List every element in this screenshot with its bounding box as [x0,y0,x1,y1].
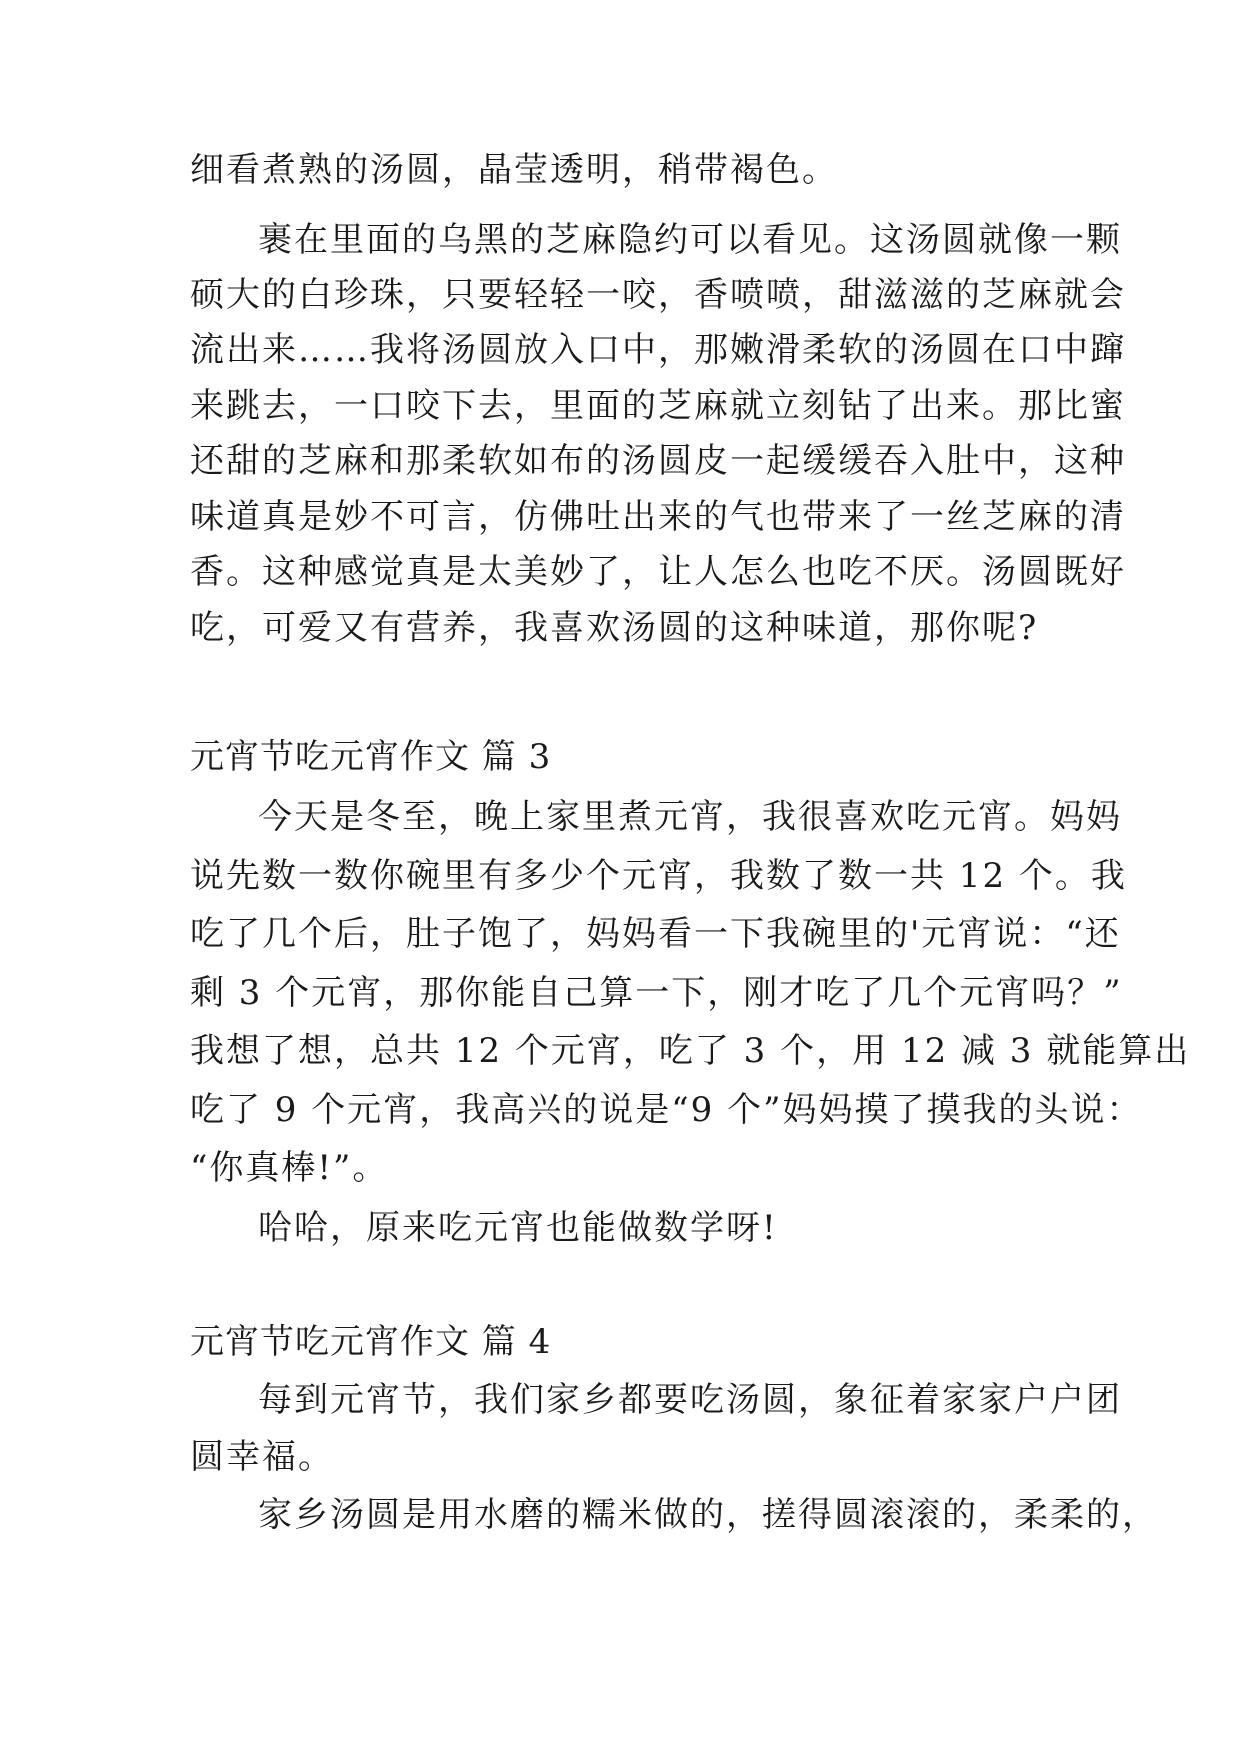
section-heading: 元宵节吃元宵作文 篇 3 [190,737,552,777]
paragraph-line: 味道真是妙不可言，仿佛吐出来的气也带来了一丝芝麻的清 [190,497,1126,537]
paragraph-line: 吃了 9 个元宵，我高兴的说是“9 个”妈妈摸了摸我的头说： [190,1090,1143,1130]
paragraph-line: 吃了几个后，肚子饱了，妈妈看一下我碗里的'元宵说：“还 [190,914,1121,954]
paragraph-line: 家乡汤圆是用水磨的糯米做的，搓得圆滚滚的，柔柔的， [258,1495,1158,1535]
paragraph-line: 剩 3 个元宵，那你能自己算一下，刚才吃了几个元宵吗？” [190,973,1123,1013]
paragraph-line: 还甜的芝麻和那柔软如布的汤圆皮一起缓缓吞入肚中，这种 [190,441,1126,481]
paragraph-line: 流出来……我将汤圆放入口中，那嫩滑柔软的汤圆在口中蹿 [190,330,1126,370]
paragraph-line: 每到元宵节，我们家乡都要吃汤圆，象征着家家户户团 [258,1380,1122,1420]
paragraph-line: 硕大的白珍珠，只要轻轻一咬，香喷喷，甜滋滋的芝麻就会 [190,275,1126,315]
section-heading: 元宵节吃元宵作文 篇 4 [190,1322,552,1362]
paragraph-line: 我想了想，总共 12 个元宵，吃了 3 个，用 12 减 3 就能算出 [190,1031,1191,1071]
paragraph-line: 哈哈，原来吃元宵也能做数学呀! [258,1208,778,1248]
paragraph-line: 吃，可爱又有营养，我喜欢汤圆的这种味道，那你呢? [190,608,1039,648]
paragraph-line: 裹在里面的乌黑的芝麻隐约可以看见。这汤圆就像一颗 [258,220,1122,260]
paragraph-line: 细看煮熟的汤圆，晶莹透明，稍带褐色。 [190,150,838,190]
paragraph-line: 圆幸福。 [190,1437,334,1477]
paragraph-line: “你真棒!”。 [190,1148,389,1188]
paragraph-line: 今天是冬至，晚上家里煮元宵，我很喜欢吃元宵。妈妈 [258,797,1122,837]
paragraph-line: 香。这种感觉真是太美妙了，让人怎么也吃不厌。汤圆既好 [190,552,1126,592]
paragraph-line: 来跳去，一口咬下去，里面的芝麻就立刻钻了出来。那比蜜 [190,386,1126,426]
paragraph-line: 说先数一数你碗里有多少个元宵，我数了数一共 12 个。我 [190,856,1127,896]
